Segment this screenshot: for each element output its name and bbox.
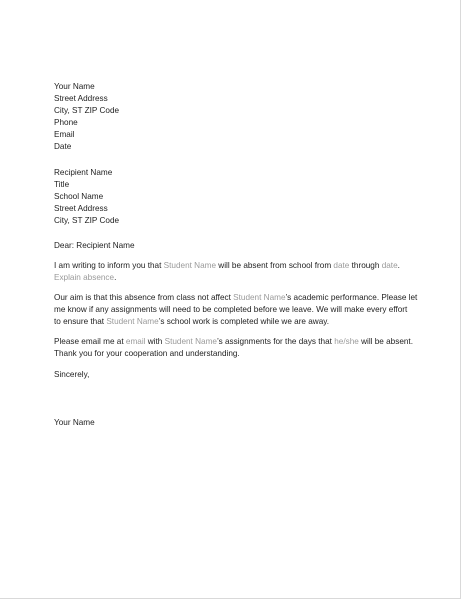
paragraph-email-line-1: Please email me at email with Student Name’s assignments for the days that he/she will be absent.	[54, 337, 413, 346]
student-name-placeholder: Student Name	[164, 337, 217, 346]
sender-city: City, ST ZIP Code	[54, 105, 120, 115]
paragraph-aim-line-3: to ensure that Student Name’s school work is completed while we are away.	[54, 316, 330, 326]
salutation-block	[54, 240, 135, 252]
paragraph-intro-line-2: Explain absence.	[54, 272, 117, 282]
recipient-street: Street Address	[54, 203, 108, 213]
sender-address-block	[54, 81, 119, 152]
sender-email: Email	[54, 129, 75, 139]
signature-name: Your Name	[54, 418, 95, 427]
paragraph-intro-line-1: I am writing to inform you that Student Name will be absent from school from date through date.	[54, 261, 400, 270]
signature-block	[54, 417, 95, 429]
recipient-title: Title	[54, 179, 70, 189]
paragraph-email-line-2: Thank you for your cooperation and understanding.	[54, 348, 240, 358]
recipient-city: City, ST ZIP Code	[54, 215, 120, 225]
sender-date: Date	[54, 141, 72, 151]
paragraph-aim-line-1: Our aim is that this absence from class not affect Student Name’s academic performance. Please let	[54, 293, 418, 302]
paragraph-aim	[54, 292, 418, 328]
paragraph-email	[54, 336, 414, 360]
student-name-placeholder: Student Name	[106, 316, 159, 326]
sender-phone: Phone	[54, 117, 78, 127]
recipient-name: Recipient Name	[54, 168, 113, 177]
paragraph-aim-line-2: me know if any assignments will need to be completed before we leave. We will make every effort	[54, 304, 408, 314]
explain-absence-placeholder: Explain absence	[54, 272, 115, 282]
recipient-address-block	[54, 167, 119, 227]
student-name-placeholder: Student Name	[163, 261, 217, 270]
email-placeholder: email	[125, 337, 146, 346]
date-to-placeholder: date	[381, 261, 398, 270]
closing: Sincerely,	[54, 370, 90, 379]
pronoun-placeholder: he/she	[334, 337, 359, 346]
closing-block	[54, 369, 89, 381]
sender-street: Street Address	[54, 93, 108, 103]
paragraph-intro	[54, 260, 414, 284]
date-from-placeholder: date	[333, 261, 350, 270]
salutation: Dear: Recipient Name	[54, 241, 135, 250]
sender-name: Your Name	[54, 82, 95, 91]
student-name-placeholder: Student Name	[233, 293, 286, 302]
recipient-school: School Name	[54, 191, 104, 201]
